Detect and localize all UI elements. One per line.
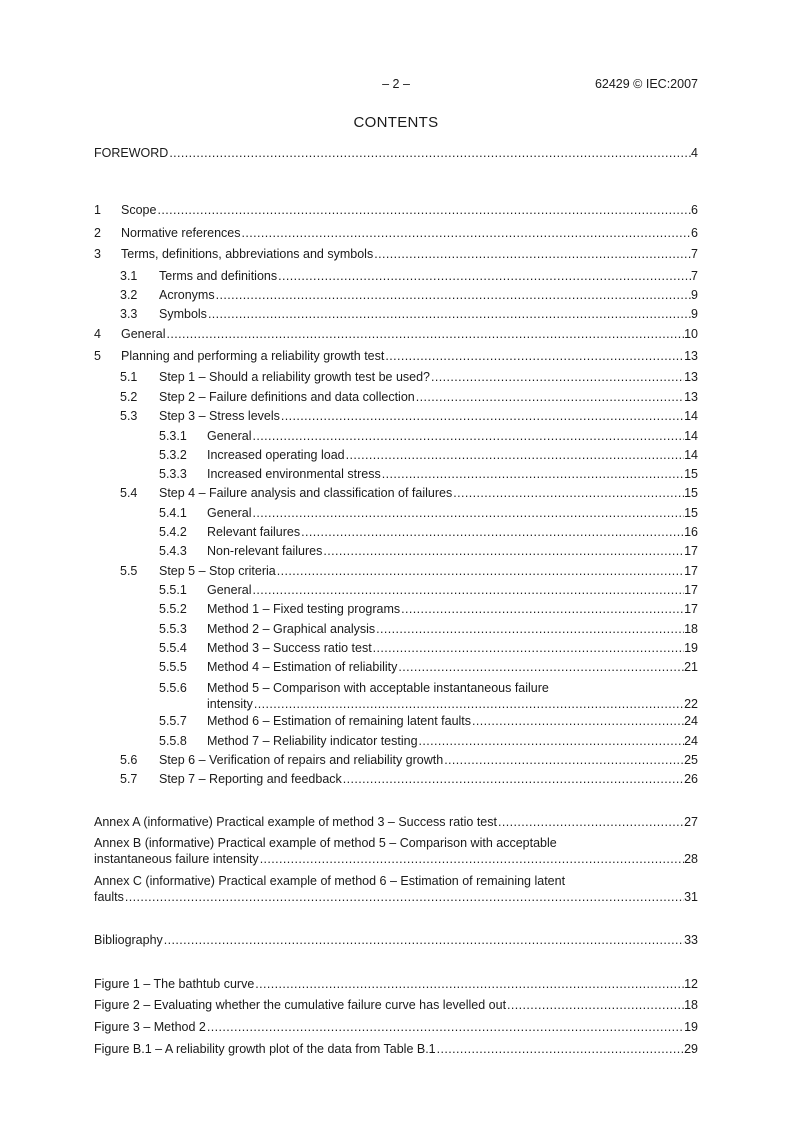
- toc-page-number: 33: [684, 933, 698, 947]
- toc-page-number: 21: [684, 660, 698, 674]
- leader-dots: [452, 485, 684, 501]
- toc-page-number: 19: [684, 1020, 698, 1034]
- toc-number: 5.5.8: [159, 734, 187, 748]
- leader-dots: [206, 1019, 684, 1035]
- leader-dots: [381, 466, 684, 482]
- leader-dots: [497, 814, 684, 830]
- toc-entry-title: General: [207, 583, 252, 597]
- toc-number: 5.2: [120, 390, 138, 404]
- toc-page-number: 19: [684, 641, 698, 655]
- toc-page-number: 17: [684, 602, 698, 616]
- toc-entry-5-5[interactable]: [94, 563, 698, 579]
- toc-entry-title: Terms and definitions: [159, 269, 278, 283]
- toc-entry-5-2[interactable]: [94, 389, 698, 405]
- toc-entry-5-5-6[interactable]: [94, 680, 698, 712]
- toc-entry-5-4-3[interactable]: [94, 543, 698, 559]
- toc-entry-title: Annex C (informative) Practical example of method 6 – Estimation of remaining latent: [94, 874, 566, 888]
- toc-entry-5-3-3[interactable]: [94, 466, 698, 482]
- page-title: CONTENTS: [353, 114, 439, 131]
- toc-entry-5[interactable]: [94, 348, 698, 364]
- toc-entry-title: General: [121, 327, 166, 341]
- toc-page-number: 13: [684, 370, 698, 384]
- leader-dots: [277, 268, 691, 284]
- toc-entry-5-4-1[interactable]: [94, 505, 698, 521]
- leader-dots: [251, 505, 684, 521]
- toc-number: 5.3: [120, 409, 138, 423]
- leader-dots: [397, 659, 684, 675]
- leader-dots: [372, 640, 684, 656]
- toc-page-number: 6: [691, 203, 698, 217]
- leader-dots: [251, 582, 684, 598]
- toc-number: 5.4.2: [159, 525, 187, 539]
- toc-entry-title: Method 6 – Estimation of remaining latent faults: [207, 714, 472, 728]
- toc-page-number: 12: [684, 977, 698, 991]
- toc-number: 2: [94, 226, 101, 240]
- toc-page-number: 10: [684, 327, 698, 341]
- toc-entry-5-5-8[interactable]: [94, 733, 698, 749]
- toc-page-number: 13: [684, 390, 698, 404]
- toc-page-number: 18: [684, 622, 698, 636]
- toc-entry-4[interactable]: [94, 326, 698, 342]
- toc-entry-1[interactable]: [94, 202, 698, 218]
- toc-entry-3[interactable]: [94, 246, 698, 262]
- toc-entry-annex-a[interactable]: [94, 814, 698, 830]
- toc-number: 5.5.4: [159, 641, 187, 655]
- toc-page-number: 7: [691, 247, 698, 261]
- toc-page-number: 15: [684, 506, 698, 520]
- leader-dots: [471, 713, 684, 729]
- leader-dots: [276, 563, 684, 579]
- toc-entry-figure-2[interactable]: [94, 997, 698, 1013]
- toc-page-number: 25: [684, 753, 698, 767]
- toc-number: 5.4.3: [159, 544, 187, 558]
- leader-dots: [300, 524, 684, 540]
- toc-number: 5.5.3: [159, 622, 187, 636]
- leader-dots: [436, 1041, 684, 1057]
- toc-page-number: 24: [684, 734, 698, 748]
- toc-number: 5.7: [120, 772, 138, 786]
- toc-entry-title: Figure 1 – The bathtub curve: [94, 977, 255, 991]
- toc-entry-title: Step 5 – Stop criteria: [159, 564, 276, 578]
- leader-dots: [443, 752, 684, 768]
- leader-dots: [163, 932, 684, 948]
- page-header: [94, 77, 698, 93]
- leader-dots: [165, 326, 684, 342]
- toc-entry-title-continued: faults: [94, 890, 124, 904]
- toc-entry-5-6[interactable]: [94, 752, 698, 768]
- leader-dots: [384, 348, 684, 364]
- toc-number: 5: [94, 349, 101, 363]
- toc-entry-foreword[interactable]: [94, 145, 698, 161]
- toc-number: 5.5.1: [159, 583, 187, 597]
- toc-page-number: 22: [684, 697, 698, 711]
- toc-entry-title: Method 5 – Comparison with acceptable instantaneous failure: [207, 681, 549, 695]
- toc-number: 5.4.1: [159, 506, 187, 520]
- toc-entry-title: Step 2 – Failure definitions and data collection: [159, 390, 415, 404]
- toc-number: 3.3: [120, 307, 138, 321]
- toc-entry-title: Method 3 – Success ratio test: [207, 641, 372, 655]
- leader-dots: [342, 771, 684, 787]
- toc-number: 4: [94, 327, 101, 341]
- leader-dots: [207, 306, 691, 322]
- leader-dots: [345, 447, 684, 463]
- toc-entry-figure-b1[interactable]: [94, 1041, 698, 1057]
- toc-entry-bibliography[interactable]: [94, 932, 698, 948]
- leader-dots: [251, 428, 684, 444]
- toc-page-number: 17: [684, 564, 698, 578]
- toc-entry-5-7[interactable]: [94, 771, 698, 787]
- toc-number: 5.1: [120, 370, 138, 384]
- toc-number: 3: [94, 247, 101, 261]
- toc-entry-5-1[interactable]: [94, 369, 698, 385]
- toc-page-number: 14: [684, 429, 698, 443]
- toc-number: 5.5.7: [159, 714, 187, 728]
- toc-entry-title: Step 3 – Stress levels: [159, 409, 280, 423]
- toc-number: 3.2: [120, 288, 138, 302]
- toc-entry-title: Method 2 – Graphical analysis: [207, 622, 376, 636]
- toc-number: 5.4: [120, 486, 138, 500]
- leader-dots: [280, 408, 684, 424]
- leader-dots: [215, 287, 691, 303]
- toc-entry-figure-3[interactable]: [94, 1019, 698, 1035]
- toc-entry-5-3-2[interactable]: [94, 447, 698, 463]
- toc-entry-title: Step 6 – Verification of repairs and reliability growth: [159, 753, 444, 767]
- leader-dots: [241, 225, 692, 241]
- leader-dots: [156, 202, 691, 218]
- toc-entry-title: Symbols: [159, 307, 207, 321]
- toc-number: 5.5: [120, 564, 138, 578]
- toc-entry-title: Step 1 – Should a reliability growth test be used?: [159, 370, 431, 384]
- toc-page-number: 6: [691, 226, 698, 240]
- toc-entry-3-2[interactable]: [94, 287, 698, 303]
- toc-entry-5-5-2[interactable]: [94, 601, 698, 617]
- toc-entry-title: Annex B (informative) Practical example of method 5 – Comparison with acceptable: [94, 836, 557, 850]
- toc-entry-5-5-5[interactable]: [94, 659, 698, 675]
- toc-page-number: 27: [684, 815, 698, 829]
- toc-page-number: 18: [684, 998, 698, 1012]
- toc-entry-3-1[interactable]: [94, 268, 698, 284]
- toc-entry-title: Method 1 – Fixed testing programs: [207, 602, 401, 616]
- toc-entry-title: Method 7 – Reliability indicator testing: [207, 734, 418, 748]
- toc-entry-title: Figure B.1 – A reliability growth plot of the data from Table B.1: [94, 1042, 436, 1056]
- toc-page-number: 15: [684, 486, 698, 500]
- toc-entry-title: Relevant failures: [207, 525, 301, 539]
- toc-page-number: 28: [684, 852, 698, 866]
- toc-number: 5.3.2: [159, 448, 187, 462]
- leader-dots: [375, 621, 684, 637]
- toc-page-number: 13: [684, 349, 698, 363]
- leader-dots: [259, 851, 684, 867]
- toc-entry-title: Planning and performing a reliability growth test: [121, 349, 385, 363]
- toc-entry-title: Method 4 – Estimation of reliability: [207, 660, 398, 674]
- leader-dots: [168, 145, 691, 161]
- toc-number: 5.5.5: [159, 660, 187, 674]
- toc-entry-title: Figure 2 – Evaluating whether the cumulative failure curve has levelled out: [94, 998, 507, 1012]
- toc-entry-title: Bibliography: [94, 933, 163, 947]
- toc-entry-title-continued: intensity: [207, 697, 253, 711]
- toc-entry-title: Increased operating load: [207, 448, 345, 462]
- leader-dots: [418, 733, 685, 749]
- toc-entry-title: Scope: [121, 203, 157, 217]
- toc-number: 1: [94, 203, 101, 217]
- toc-entry-5-5-3[interactable]: [94, 621, 698, 637]
- toc-entry-annex-b[interactable]: [94, 835, 698, 867]
- toc-entry-figure-1[interactable]: [94, 976, 698, 992]
- standard-reference: 62429 © IEC:2007: [594, 77, 698, 91]
- toc-entry-5-3-1[interactable]: [94, 428, 698, 444]
- toc-entry-5-4-2[interactable]: [94, 524, 698, 540]
- leader-dots: [253, 696, 684, 712]
- toc-page-number: 26: [684, 772, 698, 786]
- leader-dots: [430, 369, 684, 385]
- leader-dots: [506, 997, 684, 1013]
- toc-page-number: 16: [684, 525, 698, 539]
- toc-entry-title: FOREWORD: [94, 146, 169, 160]
- toc-number: 5.3.3: [159, 467, 187, 481]
- toc-page-number: 29: [684, 1042, 698, 1056]
- toc-page-number: 24: [684, 714, 698, 728]
- leader-dots: [254, 976, 684, 992]
- toc-entry-title-continued: instantaneous failure intensity: [94, 852, 259, 866]
- toc-page-number: 17: [684, 544, 698, 558]
- toc-entry-title: Increased environmental stress: [207, 467, 381, 481]
- toc-entry-5-3[interactable]: [94, 408, 698, 424]
- toc-page-number: 17: [684, 583, 698, 597]
- toc-page-number: 15: [684, 467, 698, 481]
- leader-dots: [400, 601, 684, 617]
- toc-entry-title: Terms, definitions, abbreviations and symbols: [121, 247, 374, 261]
- toc-page-number: 14: [684, 448, 698, 462]
- toc-entry-annex-c[interactable]: [94, 873, 698, 905]
- toc-entry-5-4[interactable]: [94, 485, 698, 501]
- toc-entry-5-5-7[interactable]: [94, 713, 698, 729]
- page-number: – 2 –: [382, 77, 410, 91]
- toc-number: 5.3.1: [159, 429, 187, 443]
- toc-entry-title: Acronyms: [159, 288, 215, 302]
- toc-entry-title: Step 4 – Failure analysis and classification of failures: [159, 486, 453, 500]
- toc-page-number: 7: [691, 269, 698, 283]
- toc-entry-title: Step 7 – Reporting and feedback: [159, 772, 342, 786]
- leader-dots: [322, 543, 684, 559]
- leader-dots: [124, 889, 684, 905]
- toc-entry-3-3[interactable]: [94, 306, 698, 322]
- leader-dots: [415, 389, 684, 405]
- toc-entry-5-5-1[interactable]: [94, 582, 698, 598]
- toc-number: 5.5.6: [159, 681, 187, 695]
- toc-page-number: 31: [684, 890, 698, 904]
- toc-entry-title: Annex A (informative) Practical example of method 3 – Success ratio test: [94, 815, 497, 829]
- toc-page-number: 9: [691, 307, 698, 321]
- toc-entry-title: Normative references: [121, 226, 241, 240]
- toc-entry-5-5-4[interactable]: [94, 640, 698, 656]
- toc-entry-title: Non-relevant failures: [207, 544, 323, 558]
- toc-page-number: 4: [691, 146, 698, 160]
- toc-entry-title: General: [207, 506, 252, 520]
- toc-entry-title: Figure 3 – Method 2: [94, 1020, 206, 1034]
- leader-dots: [373, 246, 691, 262]
- toc-number: 5.5.2: [159, 602, 187, 616]
- toc-entry-2[interactable]: [94, 225, 698, 241]
- toc-entry-title: General: [207, 429, 252, 443]
- toc-number: 5.6: [120, 753, 138, 767]
- toc-number: 3.1: [120, 269, 138, 283]
- toc-page-number: 9: [691, 288, 698, 302]
- toc-page-number: 14: [684, 409, 698, 423]
